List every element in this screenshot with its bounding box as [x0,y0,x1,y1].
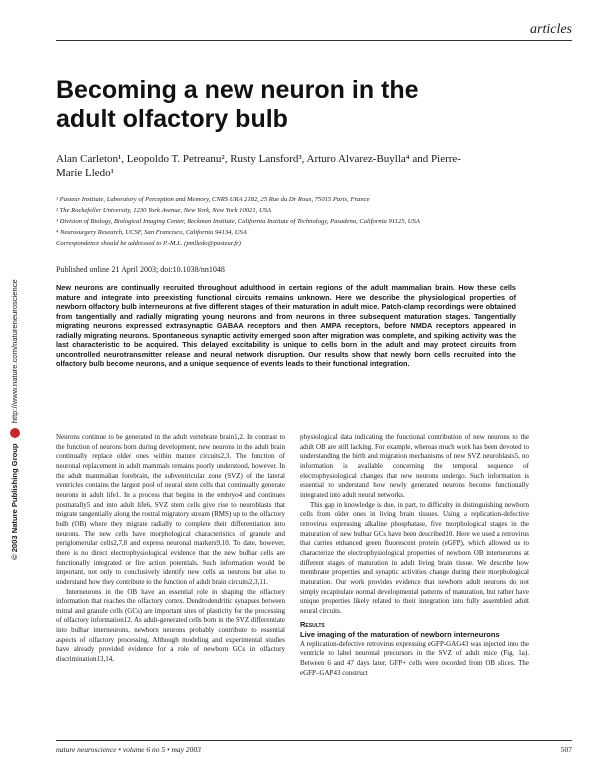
paragraph: This gap in knowledge is due, in part, to difficulty in distinguishing newborn cells from older ones in living brain tissues. Using a replication-defective retrovirus expressing alkaline phosphatase, five morphological stages in the maturation of new bulbar GCs have been described10. Here we used a retrovirus that carries enhanced green fluorescent protein (eGFP), which allowed us to characterize the electrophysiological properties of newborn OB interneurons at different stages of maturation in adult living brain tissue. We describe how membrane properties and synaptic activities change during their morphological maturation. Our work provides evidence that newborn adult neurons do not simply recapitulate normal developmental patterns of maturation, but rather have unique properties likely related to their integration into fully assembled adult neural circuits. [300,500,529,615]
page-number: 507 [560,745,572,754]
section-label: articles [530,22,572,37]
affiliation-4: ⁴ Neurosurgery Research, UCSF, San Francisco, California 94134, USA [56,229,247,236]
copyright-text: © 2003 Nature Publishing Group [10,443,19,560]
journal-footer: nature neuroscience • volume 6 no 5 • may 2003 [56,745,201,754]
paragraph: Interneurons in the OB have an essential role in shaping the olfactory information that reaches the olfactory cortex. Dendrodendritic synapses between mitral and granule cells (GCs) are important sites of plasticity for the processing of olfactory information12. As adult-generated cells born in the SVZ differentiate into bulbar interneurons, newborn neurons probably contribute to essential aspects of olfactory processing. Although modeling and experimental studies have already provided evidence for a role of newborn GCs in olfactory discrimination13,14, [56,587,285,664]
journal-url[interactable]: http://www.nature.com/natureneuroscience [10,279,19,424]
affiliation-3: ³ Division of Biology, Biological Imaging Center, Beckman Institute, California Institute of Technology, Pasadena, California 91125, USA [56,218,420,225]
publication-info: Published online 21 April 2003; doi:10.1038/nn1048 [56,265,225,274]
paragraph: physiological data indicating the functional contribution of new neurons to the adult OB are still lacking. For example, whereas much work has been devoted to understanding the birth and migration mechanisms of new SVZ neuroblasts5, no information is available concerning the temporal sequence of electrophysiological changes that new neurons undergo. Such information is essential to understand how newly generated neurons become functionally integrated into adult neural networks. [300,433,529,499]
footer-rule [56,740,572,741]
body-column-right [300,433,529,678]
copyright-sidebar [10,279,20,560]
author-list: Alan Carleton¹, Leopoldo T. Petreanu², Rusty Lansford³, Arturo Alvarez-Buylla⁴ and Pierre-Marie Lledo¹ [56,153,461,179]
affiliations [56,194,576,249]
abstract: New neurons are continually recruited throughout adulthood in certain regions of the adult mammalian brain. How these cells mature and integrate into preexisting functional circuits remains unknown. Here we describe the physiological properties of newborn olfactory bulb interneurons at five different stages of their maturation in adult mice. Patch-clamp recordings were obtained from tangentially and radially migrating young neurons and from neurons in three subsequent maturation stages. Tangentially migrating neurons expressed extrasynaptic GABAA receptors and then AMPA receptors, before NMDA receptors appeared in radially migrating neurons. Spontaneous synaptic activity emerged soon after migration was complete, and spiking activity was the last characteristic to be acquired. This delayed excitability is unique to cells born in the adult and may protect circuits from uncontrolled neurotransmitter release and neural network disruption. Our results show that newly born cells recruited into the olfactory bulb become neurons, and a unique sequence of events leads to their functional integration. [56,283,516,369]
paragraph: A replication-defective retrovirus expressing eGFP-GAG43 was injected into the ventricle to label neuronal precursors in the SVZ of adult mice (Fig. 1a). Between 6 and 47 days later, GFP+ cells were recorded from OB slices. The eGFP–GAP43 construct [300,639,529,677]
article-title: Becoming a new neuron in the adult olfactory bulb [56,76,419,133]
affiliation-1: ¹ Pasteur Institute, Laboratory of Perception and Memory, CNRS URA 2182, 25 Rue du Dr Roux, 75015 Paris, France [56,196,370,203]
paragraph: Neurons continue to be generated in the adult vertebrate brain1,2. In contrast to the function of neurons born during development, new neurons in the adult brain continually replace older ones within mature circuits2,3. The function of neuronal replacement in adult mammals remains poorly understood, however. In the adult mammalian forebrain, the subventricular zone (SVZ) of the lateral ventricles contains the largest pool of neural stem cells that continually generate neurons in adult life1. In a process that begins in the embryo4 and continues postnatally5 and into adult life6, SVZ stem cells give rise to neuroblasts that migrate tangentially along the rostral migratory stream (RMS) up to the olfactory bulb (OB) where they migrate radially to complete their differentiation into neurons. The new cells have morphological characteristics of granule and periglomerular cells2,7,8 and express neuronal markers9,10. To date, however, there is no direct electrophysiological evidence that the new bulbar cells are functionally integrated or fire action potentials. Such information would be important, not only to conclusively identify new cells as neurons but also to understand how they contribute to the function of adult brain circuits2,3,11. [56,433,285,586]
npg-logo-icon [10,428,20,438]
header-rule [56,40,572,41]
results-heading: Results [300,620,325,630]
affiliation-2: ² The Rockefeller University, 1230 York Avenue, New York, New York 10021, USA [56,207,272,214]
correspondence: Correspondence should be addressed to P.-M.L. (pmlledo@pasteur.fr) [56,240,241,247]
results-subheading: Live imaging of the maturation of newborn interneurons [300,630,500,640]
body-column-left [56,433,285,665]
